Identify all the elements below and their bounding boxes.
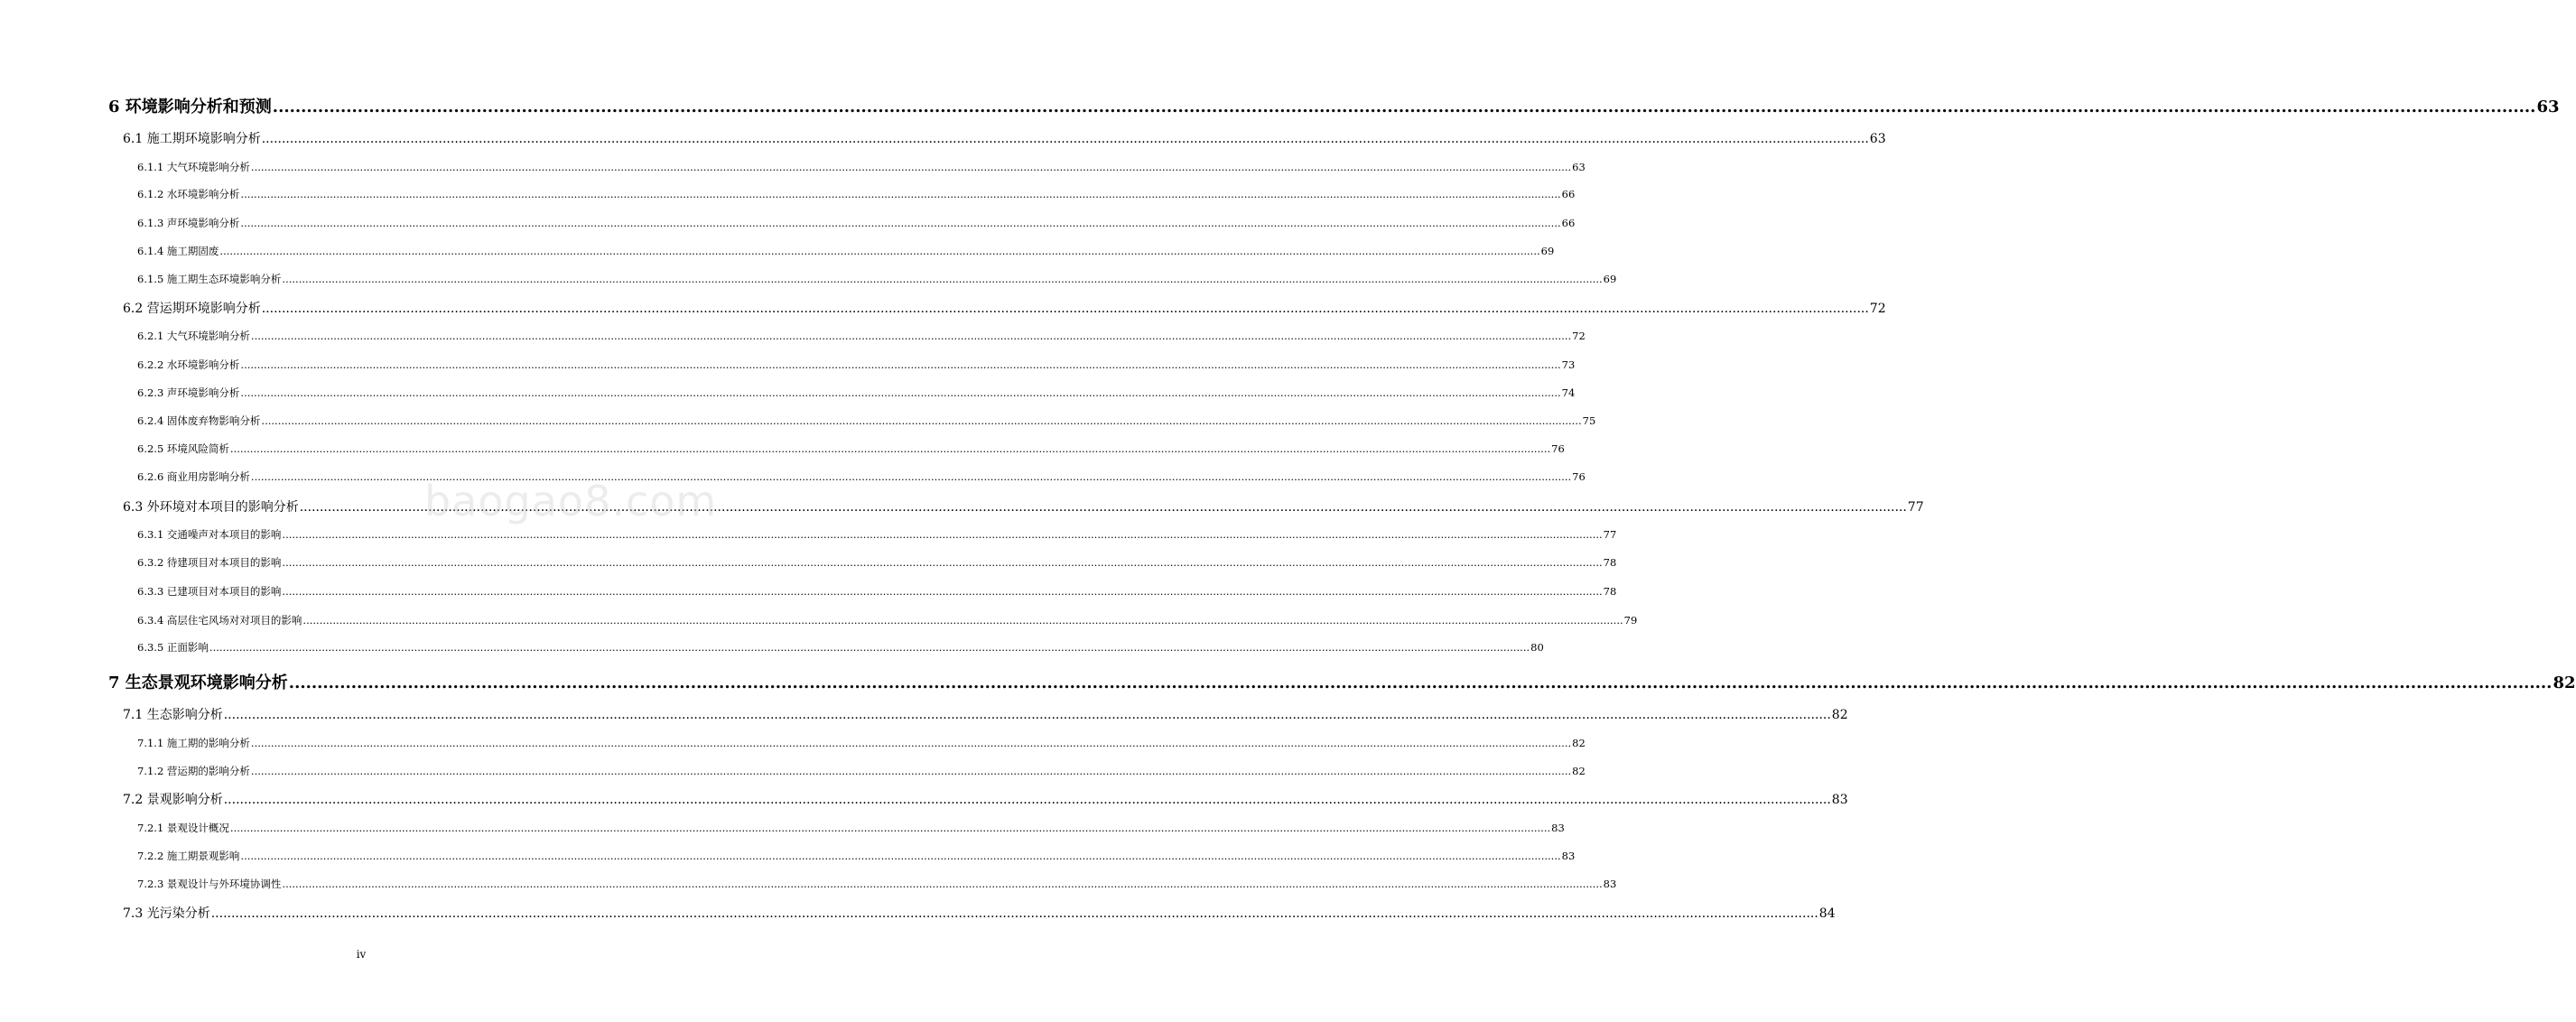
toc-entry[interactable] xyxy=(137,850,1576,863)
toc-dot-leader: ................................................................................................................................................................................................................................................................................................................................................................................................................ xyxy=(210,906,1818,921)
watermark: baogao8.com xyxy=(424,477,718,525)
toc-dot-leader: ................................................................................................................................................................................................................................................................................................................................................................................................................ xyxy=(229,442,1551,455)
toc-entry-label: 6.2.3 声环境影响分析 xyxy=(137,386,240,399)
toc-entry-label: 6.2.4 固体废弃物影响分析 xyxy=(137,414,261,427)
toc-entry[interactable] xyxy=(123,132,1886,147)
toc-entry-page: 82 xyxy=(1572,765,1586,777)
toc-entry-label: 6.1.5 施工期生态环境影响分析 xyxy=(137,273,282,285)
toc-entry-page: 76 xyxy=(1572,470,1586,483)
toc-entry-label: 6.3.2 待建项目对本项目的影响 xyxy=(137,556,282,569)
toc-dot-leader: ................................................................................................................................................................................................................................................................................................................................................................................................................ xyxy=(240,217,1561,229)
toc-entry-page: 80 xyxy=(1530,641,1544,654)
toc-entry[interactable] xyxy=(137,556,1617,570)
toc-entry-label: 6 环境影响分析和预测 xyxy=(108,98,272,116)
toc-entry[interactable] xyxy=(137,878,1617,891)
toc-entry[interactable] xyxy=(123,708,1848,723)
toc-entry-page: 74 xyxy=(1561,386,1576,399)
toc-entry[interactable] xyxy=(137,414,1596,428)
toc-entry-label: 6.1.1 大气环境影响分析 xyxy=(137,161,250,173)
toc-entry-page: 73 xyxy=(1561,358,1576,371)
toc-entry-page: 66 xyxy=(1561,188,1576,200)
toc-dot-leader: ................................................................................................................................................................................................................................................................................................................................................................................................................ xyxy=(229,822,1551,834)
toc-entry[interactable] xyxy=(137,641,1544,655)
toc-entry[interactable] xyxy=(123,302,1886,317)
toc-entry-page: 82 xyxy=(1572,737,1586,749)
toc-entry-label: 6.1 施工期环境影响分析 xyxy=(123,132,261,146)
toc-entry[interactable] xyxy=(123,906,1836,922)
toc-dot-leader: ................................................................................................................................................................................................................................................................................................................................................................................................................ xyxy=(219,245,1540,257)
toc-dot-leader: ................................................................................................................................................................................................................................................................................................................................................................................................................ xyxy=(240,188,1561,200)
toc-entry-page: 82 xyxy=(1831,708,1848,722)
toc-dot-leader: ................................................................................................................................................................................................................................................................................................................................................................................................................ xyxy=(240,358,1561,371)
toc-entry-page: 72 xyxy=(1869,302,1886,316)
toc-entry-label: 6.3.1 交通噪声对本项目的影响 xyxy=(137,528,282,541)
toc-entry[interactable] xyxy=(137,358,1576,372)
toc-entry[interactable] xyxy=(123,500,1924,516)
toc-dot-leader: ................................................................................................................................................................................................................................................................................................................................................................................................................ xyxy=(282,273,1603,285)
toc-entry[interactable] xyxy=(137,765,1586,778)
toc-entry[interactable] xyxy=(137,737,1586,750)
toc-dot-leader: ................................................................................................................................................................................................................................................................................................................................................................................................................ xyxy=(250,470,1572,483)
page-number: iv xyxy=(356,948,367,961)
toc-dot-leader: ................................................................................................................................................................................................................................................................................................................................................................................................................ xyxy=(261,414,1582,427)
toc-dot-leader: ................................................................................................................................................................................................................................................................................................................................................................................................................ xyxy=(299,500,1907,515)
toc-entry-label: 7.1 生态影响分析 xyxy=(123,708,223,722)
toc-entry-label: 6.3.3 已建项目对本项目的影响 xyxy=(137,585,282,598)
toc-entry-page: 72 xyxy=(1572,330,1586,342)
toc-entry-label: 6.2 营运期环境影响分析 xyxy=(123,302,261,316)
toc-dot-leader: ................................................................................................................................................................................................................................................................................................................................................................................................................ xyxy=(282,878,1603,890)
toc-entry[interactable] xyxy=(137,386,1576,400)
toc-dot-leader: ................................................................................................................................................................................................................................................................................................................................................................................................................ xyxy=(282,528,1603,541)
toc-entry-page: 83 xyxy=(1603,878,1617,890)
toc-dot-leader: ................................................................................................................................................................................................................................................................................................................................................................................................................ xyxy=(250,330,1572,342)
toc-entry-label: 6.3.4 高层住宅风场对对项目的影响 xyxy=(137,614,302,627)
toc-entry-label: 7 生态景观环境影响分析 xyxy=(108,674,288,692)
toc-entry[interactable] xyxy=(137,161,1586,174)
toc-entry[interactable] xyxy=(137,442,1565,456)
toc-entry[interactable] xyxy=(137,245,1555,258)
toc-entry[interactable] xyxy=(137,330,1586,343)
toc-dot-leader: ................................................................................................................................................................................................................................................................................................................................................................................................................ xyxy=(250,737,1572,749)
toc-entry[interactable] xyxy=(123,793,1848,808)
toc-entry[interactable] xyxy=(108,98,2560,117)
toc-entry[interactable] xyxy=(137,217,1576,230)
toc-entry-label: 6.2.5 环境风险简析 xyxy=(137,442,229,455)
toc-entry-label: 7.3 光污染分析 xyxy=(123,906,210,921)
toc-entry-page: 75 xyxy=(1582,414,1596,427)
toc-entry-label: 7.2 景观影响分析 xyxy=(123,793,223,807)
toc-entry-label: 7.2.2 施工期景观影响 xyxy=(137,850,240,862)
toc-entry-label: 6.2.1 大气环境影响分析 xyxy=(137,330,250,342)
toc-entry[interactable] xyxy=(137,188,1576,201)
toc-entry[interactable] xyxy=(137,585,1617,599)
toc-dot-leader: ................................................................................................................................................................................................................................................................................................................................................................................................................ xyxy=(272,98,2536,116)
toc-entry-page: 66 xyxy=(1561,217,1576,229)
toc-entry-page: 83 xyxy=(1551,822,1565,834)
toc-entry-label: 7.1.2 营运期的影响分析 xyxy=(137,765,250,777)
toc-dot-leader: ................................................................................................................................................................................................................................................................................................................................................................................................................ xyxy=(288,674,2553,692)
toc-entry-page: 69 xyxy=(1603,273,1617,285)
toc-entry[interactable] xyxy=(137,614,1638,627)
toc-entry-page: 69 xyxy=(1540,245,1555,257)
toc-dot-leader: ................................................................................................................................................................................................................................................................................................................................................................................................................ xyxy=(261,302,1869,316)
toc-entry-page: 77 xyxy=(1603,528,1617,541)
toc-entry-label: 6.3.5 正面影响 xyxy=(137,641,209,654)
toc-entry-label: 7.2.3 景观设计与外环境协调性 xyxy=(137,878,282,890)
toc-entry-label: 6.1.4 施工期固废 xyxy=(137,245,219,257)
toc-entry[interactable] xyxy=(137,822,1565,835)
toc-entry-page: 63 xyxy=(2536,98,2560,116)
toc-dot-leader: ................................................................................................................................................................................................................................................................................................................................................................................................................ xyxy=(209,641,1530,654)
toc-dot-leader: ................................................................................................................................................................................................................................................................................................................................................................................................................ xyxy=(240,386,1561,399)
toc-entry-page: 78 xyxy=(1603,585,1617,598)
toc-dot-leader: ................................................................................................................................................................................................................................................................................................................................................................................................................ xyxy=(302,614,1623,627)
toc-entry-page: 83 xyxy=(1561,850,1576,862)
toc-entry-label: 6.3 外环境对本项目的影响分析 xyxy=(123,500,299,515)
toc-entry-label: 6.2.6 商业用房影响分析 xyxy=(137,470,250,483)
toc-entry[interactable] xyxy=(137,470,1586,484)
toc-dot-leader: ................................................................................................................................................................................................................................................................................................................................................................................................................ xyxy=(282,585,1603,598)
toc-entry[interactable] xyxy=(108,674,2576,693)
toc-entry-page: 63 xyxy=(1869,132,1886,146)
toc-entry-page: 76 xyxy=(1551,442,1565,455)
toc-entry-page: 63 xyxy=(1572,161,1586,173)
toc-entry-label: 7.2.1 景观设计概况 xyxy=(137,822,229,834)
toc-entry-label: 6.2.2 水环境影响分析 xyxy=(137,358,240,371)
toc-dot-leader: ................................................................................................................................................................................................................................................................................................................................................................................................................ xyxy=(223,708,1831,722)
toc-entry-label: 6.1.2 水环境影响分析 xyxy=(137,188,240,200)
toc-dot-leader: ................................................................................................................................................................................................................................................................................................................................................................................................................ xyxy=(250,161,1572,173)
toc-entry-label: 7.1.1 施工期的影响分析 xyxy=(137,737,250,749)
toc-entry-page: 82 xyxy=(2553,674,2576,692)
toc-entry-page: 83 xyxy=(1831,793,1848,807)
toc-dot-leader: ................................................................................................................................................................................................................................................................................................................................................................................................................ xyxy=(223,793,1831,807)
toc-entry[interactable] xyxy=(137,528,1617,542)
toc-entry-page: 79 xyxy=(1623,614,1638,627)
toc-entry[interactable] xyxy=(137,273,1617,286)
toc-entry-page: 77 xyxy=(1907,500,1924,515)
toc-entry-page: 78 xyxy=(1603,556,1617,569)
toc-dot-leader: ................................................................................................................................................................................................................................................................................................................................................................................................................ xyxy=(250,765,1572,777)
toc-dot-leader: ................................................................................................................................................................................................................................................................................................................................................................................................................ xyxy=(261,132,1869,146)
toc-dot-leader: ................................................................................................................................................................................................................................................................................................................................................................................................................ xyxy=(282,556,1603,569)
toc-entry-page: 84 xyxy=(1818,906,1836,921)
toc-dot-leader: ................................................................................................................................................................................................................................................................................................................................................................................................................ xyxy=(240,850,1561,862)
toc-entry-label: 6.1.3 声环境影响分析 xyxy=(137,217,240,229)
